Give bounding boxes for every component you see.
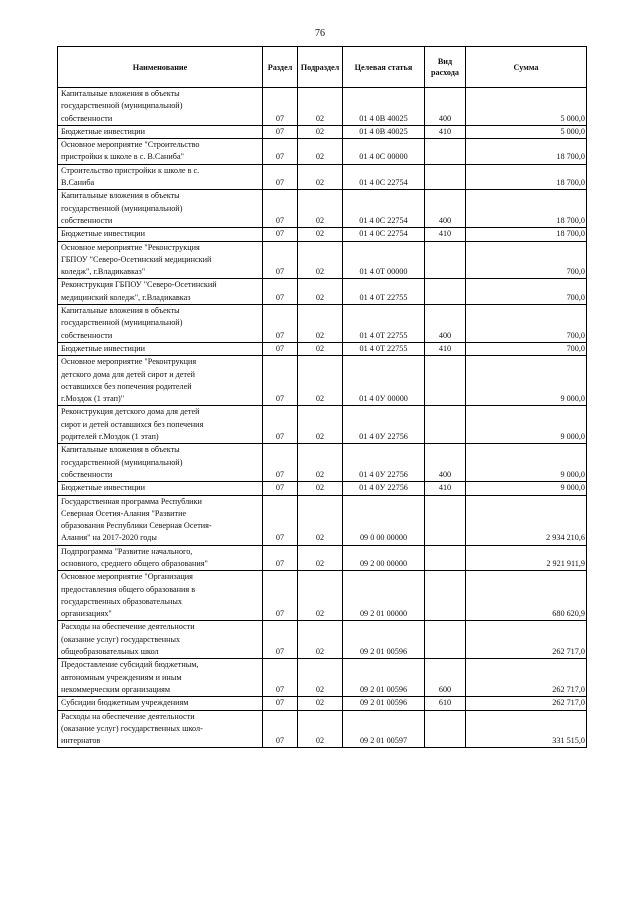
- cell-expense-type: 400: [425, 190, 466, 228]
- cell-name: Капитальные вложения в объекты государственной (муниципальной) собственности: [58, 305, 263, 343]
- budget-table: [57, 46, 587, 748]
- cell-name: Реконструкция ГБПОУ "Северо-Осетинский медицинский коледж", г.Владикавказ: [58, 279, 263, 305]
- table-row: [58, 125, 587, 138]
- cell-name: Основное мероприятие "Организация предоставления общего образования в государственных образовательных организациях": [58, 571, 263, 621]
- cell-subsection: 02: [298, 279, 343, 305]
- table-row: [58, 621, 587, 659]
- column-header-amount: Сумма: [466, 47, 587, 88]
- table-header-row: [58, 47, 587, 88]
- table-row: [58, 482, 587, 495]
- cell-subsection: 02: [298, 164, 343, 190]
- cell-expense-type: [425, 621, 466, 659]
- table-row: [58, 406, 587, 444]
- cell-section: 07: [263, 241, 298, 279]
- cell-target-item: 01 4 0У 00000: [343, 356, 425, 406]
- cell-target-item: 09 2 01 00000: [343, 571, 425, 621]
- cell-target-item: 09 2 01 00596: [343, 621, 425, 659]
- cell-amount: 262 717,0: [466, 659, 587, 697]
- cell-subsection: 02: [298, 228, 343, 241]
- cell-expense-type: [425, 139, 466, 165]
- table-row: [58, 444, 587, 482]
- cell-section: 07: [263, 482, 298, 495]
- cell-name: Основное мероприятие "Строительство пристройки к школе в с. В.Саниба": [58, 139, 263, 165]
- cell-subsection: 02: [298, 406, 343, 444]
- cell-amount: 700,0: [466, 342, 587, 355]
- cell-expense-type: 410: [425, 342, 466, 355]
- cell-target-item: 09 2 01 00596: [343, 659, 425, 697]
- column-header-target-item: Целевая статья: [343, 47, 425, 88]
- cell-section: 07: [263, 279, 298, 305]
- cell-amount: 680 620,9: [466, 571, 587, 621]
- cell-expense-type: [425, 495, 466, 545]
- cell-amount: 18 700,0: [466, 228, 587, 241]
- table-row: [58, 241, 587, 279]
- table-row: [58, 571, 587, 621]
- cell-section: 07: [263, 139, 298, 165]
- cell-name: Строительство пристройки к школе в с. В.Саниба: [58, 164, 263, 190]
- table-body: [58, 88, 587, 748]
- cell-target-item: 01 4 0Т 22755: [343, 305, 425, 343]
- cell-target-item: 01 4 0С 00000: [343, 139, 425, 165]
- cell-name: Капитальные вложения в объекты государственной (муниципальной) собственности: [58, 190, 263, 228]
- cell-amount: 700,0: [466, 305, 587, 343]
- cell-subsection: 02: [298, 190, 343, 228]
- cell-target-item: 01 4 0У 22756: [343, 406, 425, 444]
- cell-section: 07: [263, 305, 298, 343]
- cell-expense-type: [425, 356, 466, 406]
- cell-amount: 18 700,0: [466, 190, 587, 228]
- table-row: [58, 697, 587, 710]
- cell-target-item: 01 4 0У 22756: [343, 482, 425, 495]
- cell-name: Реконструкция детского дома для детей сирот и детей оставшихся без попечения родителей г.Моздок (1 этап): [58, 406, 263, 444]
- table-row: [58, 545, 587, 571]
- cell-expense-type: [425, 571, 466, 621]
- cell-expense-type: [425, 406, 466, 444]
- table-row: [58, 342, 587, 355]
- cell-name: Бюджетные инвестиции: [58, 342, 263, 355]
- cell-expense-type: 410: [425, 482, 466, 495]
- table-row: [58, 305, 587, 343]
- cell-target-item: 01 4 0Т 22755: [343, 342, 425, 355]
- cell-name: Капитальные вложения в объекты государственной (муниципальной) собственности: [58, 88, 263, 126]
- cell-section: 07: [263, 164, 298, 190]
- cell-subsection: 02: [298, 571, 343, 621]
- table-row: [58, 495, 587, 545]
- cell-target-item: 01 4 0В 40025: [343, 125, 425, 138]
- cell-name: Субсидии бюджетным учреждениям: [58, 697, 263, 710]
- cell-amount: 700,0: [466, 279, 587, 305]
- cell-subsection: 02: [298, 305, 343, 343]
- cell-expense-type: 410: [425, 228, 466, 241]
- cell-section: 07: [263, 571, 298, 621]
- cell-name: Бюджетные инвестиции: [58, 228, 263, 241]
- cell-subsection: 02: [298, 88, 343, 126]
- cell-amount: 18 700,0: [466, 139, 587, 165]
- cell-subsection: 02: [298, 444, 343, 482]
- cell-name: Расходы на обеспечение деятельности (оказание услуг) государственных школ- интернатов: [58, 710, 263, 748]
- cell-expense-type: 610: [425, 697, 466, 710]
- cell-subsection: 02: [298, 710, 343, 748]
- cell-section: 07: [263, 356, 298, 406]
- cell-amount: 9 000,0: [466, 356, 587, 406]
- cell-name: Основное мероприятие "Реконтрукция детского дома для детей сирот и детей оставшихся без попечения родителей г.Моздок (1 этап)": [58, 356, 263, 406]
- cell-target-item: 01 4 0С 22754: [343, 164, 425, 190]
- cell-amount: 262 717,0: [466, 697, 587, 710]
- cell-section: 07: [263, 495, 298, 545]
- cell-section: 07: [263, 125, 298, 138]
- cell-target-item: 09 2 01 00596: [343, 697, 425, 710]
- cell-expense-type: [425, 279, 466, 305]
- column-header-subsection: Подраздел: [298, 47, 343, 88]
- cell-expense-type: [425, 545, 466, 571]
- cell-expense-type: 410: [425, 125, 466, 138]
- cell-subsection: 02: [298, 241, 343, 279]
- cell-amount: 2 934 210,6: [466, 495, 587, 545]
- cell-expense-type: [425, 241, 466, 279]
- cell-amount: 9 000,0: [466, 444, 587, 482]
- cell-section: 07: [263, 710, 298, 748]
- cell-section: 07: [263, 228, 298, 241]
- cell-amount: 5 000,0: [466, 125, 587, 138]
- page-number: 76: [315, 28, 325, 39]
- cell-name: Основное мероприятие "Реконструкция ГБПОУ "Северо-Осетинский медицинский коледж", г.Владикавказ": [58, 241, 263, 279]
- cell-section: 07: [263, 406, 298, 444]
- cell-target-item: 01 4 0У 22756: [343, 444, 425, 482]
- cell-target-item: 09 2 00 00000: [343, 545, 425, 571]
- table-row: [58, 88, 587, 126]
- cell-subsection: 02: [298, 621, 343, 659]
- cell-subsection: 02: [298, 342, 343, 355]
- cell-section: 07: [263, 545, 298, 571]
- cell-amount: 9 000,0: [466, 406, 587, 444]
- table-row: [58, 228, 587, 241]
- cell-target-item: 09 2 01 00597: [343, 710, 425, 748]
- table-row: [58, 356, 587, 406]
- table-row: [58, 139, 587, 165]
- column-header-section: Раздел: [263, 47, 298, 88]
- cell-section: 07: [263, 190, 298, 228]
- cell-section: 07: [263, 342, 298, 355]
- table-row: [58, 659, 587, 697]
- cell-name: Бюджетные инвестиции: [58, 125, 263, 138]
- cell-expense-type: 400: [425, 305, 466, 343]
- cell-expense-type: 400: [425, 444, 466, 482]
- cell-subsection: 02: [298, 545, 343, 571]
- cell-amount: 331 515,0: [466, 710, 587, 748]
- cell-amount: 18 700,0: [466, 164, 587, 190]
- cell-expense-type: 400: [425, 88, 466, 126]
- cell-amount: 700,0: [466, 241, 587, 279]
- table-row: [58, 190, 587, 228]
- cell-section: 07: [263, 697, 298, 710]
- cell-target-item: 09 0 00 00000: [343, 495, 425, 545]
- cell-name: Государственная программа Республики Северная Осетия-Алания "Развитие образования Республики Северная Осетия- Алания" на 2017-2020 годы: [58, 495, 263, 545]
- cell-subsection: 02: [298, 659, 343, 697]
- cell-target-item: 01 4 0Т 00000: [343, 241, 425, 279]
- cell-name: Расходы на обеспечение деятельности (оказание услуг) государственных общеобразовательных школ: [58, 621, 263, 659]
- table-row: [58, 164, 587, 190]
- cell-target-item: 01 4 0С 22754: [343, 190, 425, 228]
- cell-amount: 262 717,0: [466, 621, 587, 659]
- column-header-expense-type: Вид расхода: [425, 47, 466, 88]
- cell-subsection: 02: [298, 139, 343, 165]
- cell-section: 07: [263, 88, 298, 126]
- cell-subsection: 02: [298, 356, 343, 406]
- cell-expense-type: [425, 710, 466, 748]
- cell-section: 07: [263, 444, 298, 482]
- column-header-name: Наименование: [58, 47, 263, 88]
- cell-amount: 2 921 911,9: [466, 545, 587, 571]
- cell-target-item: 01 4 0Т 22755: [343, 279, 425, 305]
- cell-name: Бюджетные инвестиции: [58, 482, 263, 495]
- cell-subsection: 02: [298, 482, 343, 495]
- cell-name: Подпрограмма "Развитие начального, основного, среднего общего образования": [58, 545, 263, 571]
- cell-name: Капитальные вложения в объекты государственной (муниципальной) собственности: [58, 444, 263, 482]
- cell-amount: 5 000,0: [466, 88, 587, 126]
- cell-target-item: 01 4 0С 22754: [343, 228, 425, 241]
- cell-section: 07: [263, 659, 298, 697]
- cell-target-item: 01 4 0В 40025: [343, 88, 425, 126]
- cell-amount: 9 000,0: [466, 482, 587, 495]
- cell-subsection: 02: [298, 697, 343, 710]
- cell-subsection: 02: [298, 495, 343, 545]
- cell-subsection: 02: [298, 125, 343, 138]
- cell-expense-type: [425, 164, 466, 190]
- cell-expense-type: 600: [425, 659, 466, 697]
- cell-name: Предоставление субсидий бюджетным, автономным учреждениям и иным некоммерческим организациям: [58, 659, 263, 697]
- table-row: [58, 279, 587, 305]
- table-row: [58, 710, 587, 748]
- cell-section: 07: [263, 621, 298, 659]
